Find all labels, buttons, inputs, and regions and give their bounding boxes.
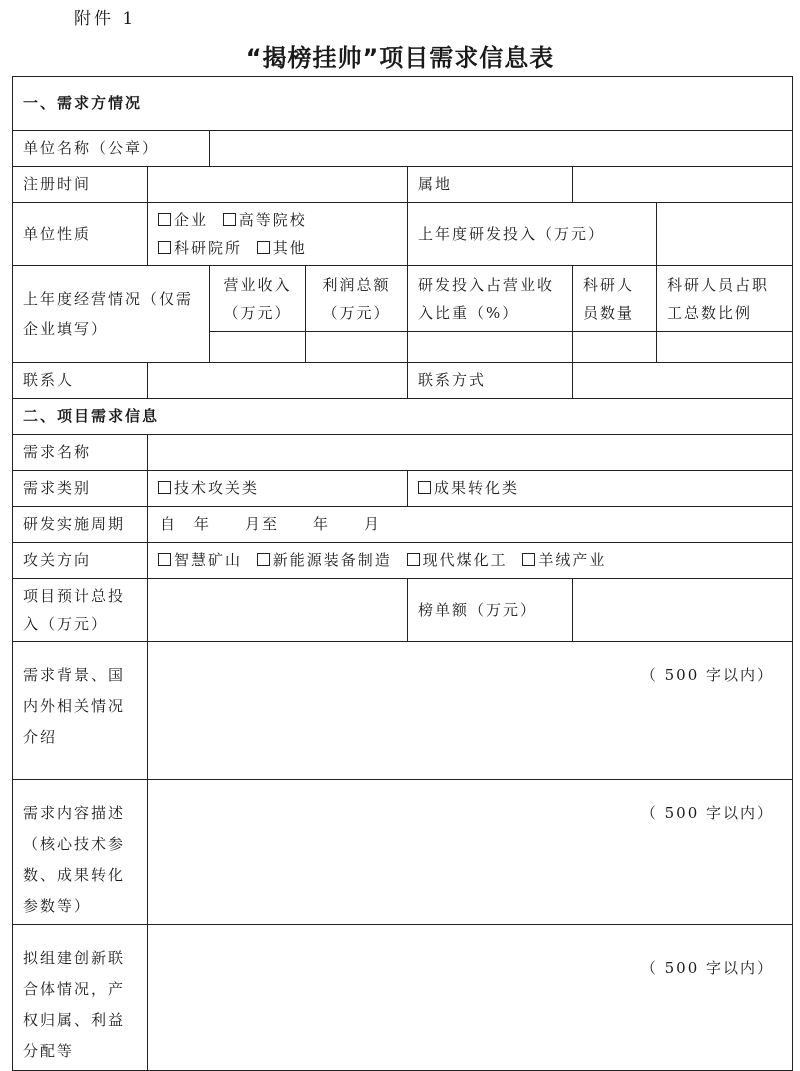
location-label: 属地 [408, 167, 573, 203]
profit-label: 利润总额（万元） [306, 266, 408, 332]
researchers-label: 科研人员数量 [573, 266, 657, 332]
checkbox-icon[interactable] [158, 241, 171, 254]
consortium-label: 拟组建创新联合体情况，产权归属、利益分配等 [13, 925, 148, 1071]
reg-time-label: 注册时间 [13, 167, 148, 203]
content-limit-note: （ 500 字以内） [640, 804, 775, 822]
reg-time-field[interactable] [148, 167, 408, 203]
checkbox-icon[interactable] [158, 553, 171, 566]
revenue-field[interactable] [210, 332, 306, 363]
direction-options [148, 543, 793, 579]
nature-option-other[interactable]: 其他 [257, 239, 307, 257]
form-title: “揭榜挂帅”项目需求信息表 [245, 44, 555, 72]
direction-label: 攻关方向 [13, 543, 148, 579]
period-field[interactable]: 自 年 月至 年 月 [148, 507, 793, 543]
background-limit-note: （ 500 字以内） [640, 666, 775, 684]
rd-invest-field[interactable] [657, 203, 793, 266]
direction-option-coal[interactable]: 现代煤化工 [407, 551, 508, 569]
direction-option-cashmere[interactable]: 羊绒产业 [522, 551, 606, 569]
contact-method-label: 联系方式 [408, 363, 573, 399]
demand-info-table [12, 76, 793, 1071]
bounty-label: 榜单额（万元） [408, 579, 573, 642]
contact-method-field[interactable] [573, 363, 793, 399]
category-label: 需求类别 [13, 471, 148, 507]
content-label: 需求内容描述（核心技术参数、成果转化参数等） [13, 780, 148, 925]
total-invest-field[interactable] [148, 579, 408, 642]
section2-heading: 二、项目需求信息 [13, 399, 793, 435]
bounty-field[interactable] [573, 579, 793, 642]
rd-ratio-field[interactable] [408, 332, 573, 363]
content-field[interactable] [148, 780, 793, 925]
checkbox-icon[interactable] [257, 241, 270, 254]
checkbox-icon[interactable] [418, 481, 431, 494]
nature-label: 单位性质 [13, 203, 148, 266]
rd-ratio-label: 研发投入占营业收入比重（%） [408, 266, 573, 332]
nature-options [148, 203, 408, 266]
rd-invest-label: 上年度研发投入（万元） [408, 203, 657, 266]
direction-option-mine[interactable]: 智慧矿山 [158, 551, 242, 569]
background-label: 需求背景、国内外相关情况介绍 [13, 642, 148, 780]
researcher-ratio-label: 科研人员占职工总数比例 [657, 266, 793, 332]
unit-name-label: 单位名称（公章） [13, 131, 210, 167]
category-option-tech[interactable]: 技术攻关类 [148, 471, 408, 507]
total-invest-label: 项目预计总投入（万元） [13, 579, 148, 642]
checkbox-icon[interactable] [158, 481, 171, 494]
checkbox-icon[interactable] [522, 553, 535, 566]
section1-heading: 一、需求方情况 [13, 77, 793, 131]
checkbox-icon[interactable] [158, 213, 171, 226]
background-field[interactable] [148, 642, 793, 780]
attachment-label: 附件 1 [74, 9, 137, 29]
checkbox-icon[interactable] [407, 553, 420, 566]
profit-field[interactable] [306, 332, 408, 363]
nature-option-enterprise[interactable]: 企业 [158, 211, 208, 229]
demand-name-label: 需求名称 [13, 435, 148, 471]
direction-option-energy[interactable]: 新能源装备制造 [257, 551, 392, 569]
unit-name-field[interactable] [210, 131, 793, 167]
nature-option-university[interactable]: 高等院校 [223, 211, 307, 229]
consortium-field[interactable] [148, 925, 793, 1071]
checkbox-icon[interactable] [257, 553, 270, 566]
revenue-label: 营业收入（万元） [210, 266, 306, 332]
category-option-transfer[interactable]: 成果转化类 [408, 471, 793, 507]
contact-label: 联系人 [13, 363, 148, 399]
location-field[interactable] [573, 167, 793, 203]
nature-option-institute[interactable]: 科研院所 [158, 239, 242, 257]
researchers-field[interactable] [573, 332, 657, 363]
operation-label: 上年度经营情况（仅需企业填写） [13, 266, 210, 363]
demand-name-field[interactable] [148, 435, 793, 471]
consortium-limit-note: （ 500 字以内） [640, 959, 775, 977]
checkbox-icon[interactable] [223, 213, 236, 226]
contact-field[interactable] [148, 363, 408, 399]
period-label: 研发实施周期 [13, 507, 148, 543]
researcher-ratio-field[interactable] [657, 332, 793, 363]
